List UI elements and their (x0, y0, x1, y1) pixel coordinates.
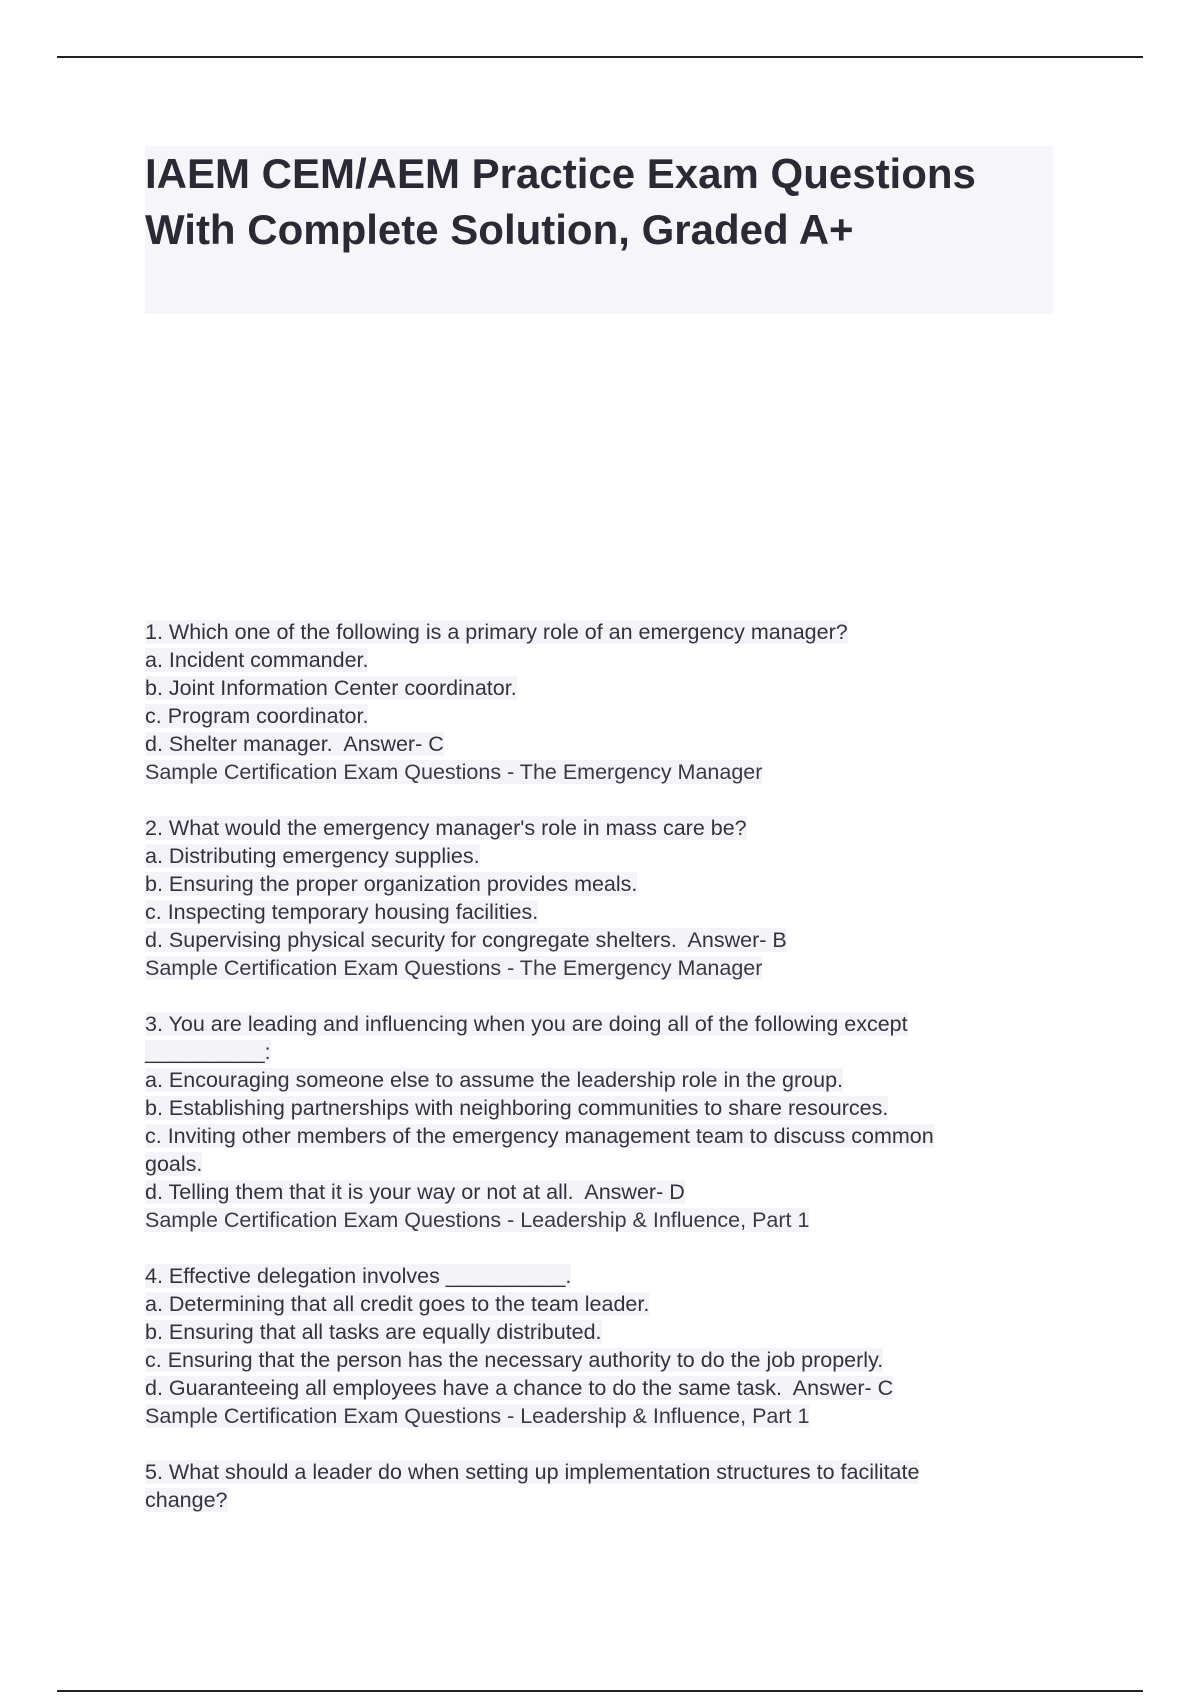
answer-option: a. Incident commander. (145, 648, 369, 672)
answer-option: b. Ensuring that all tasks are equally distributed. (145, 1320, 602, 1344)
answer-option: d. Guaranteeing all employees have a chance to do the same task. Answer- C (145, 1376, 894, 1400)
answer-option: a. Distributing emergency supplies. (145, 844, 480, 868)
question-source: Sample Certification Exam Questions - The Emergency Manager (145, 956, 763, 980)
question-4 (145, 1262, 1045, 1430)
answer-option: c. Inviting other members of the emergency management team to discuss common (145, 1124, 934, 1148)
title-block (145, 146, 1053, 314)
answer-option: c. Ensuring that the person has the necessary authority to do the job properly. (145, 1348, 884, 1372)
answer-option: a. Determining that all credit goes to the team leader. (145, 1292, 650, 1316)
question-text: 2. What would the emergency manager's role in mass care be? (145, 816, 747, 840)
question-source: Sample Certification Exam Questions - Leadership & Influence, Part 1 (145, 1208, 810, 1232)
answer-option-continued: goals. (145, 1152, 203, 1176)
question-text: 5. What should a leader do when setting up implementation structures to facilitate (145, 1460, 920, 1484)
question-5 (145, 1458, 1045, 1514)
answer-option: b. Joint Information Center coordinator. (145, 676, 517, 700)
question-text: 3. You are leading and influencing when you are doing all of the following except (145, 1012, 908, 1036)
question-2 (145, 814, 1045, 982)
question-text-continued: change? (145, 1488, 228, 1512)
answer-option: c. Program coordinator. (145, 704, 369, 728)
answer-option: c. Inspecting temporary housing facilities. (145, 900, 539, 924)
question-3 (145, 1010, 1045, 1234)
answer-option: d. Telling them that it is your way or not at all. Answer- D (145, 1180, 685, 1204)
questions-list (145, 618, 1045, 1542)
bottom-rule (57, 1690, 1143, 1692)
question-source: Sample Certification Exam Questions - Leadership & Influence, Part 1 (145, 1404, 810, 1428)
answer-option: d. Shelter manager. Answer- C (145, 732, 444, 756)
question-text: 4. Effective delegation involves __________. (145, 1264, 572, 1288)
answer-option: b. Establishing partnerships with neighboring communities to share resources. (145, 1096, 889, 1120)
answer-option: d. Supervising physical security for congregate shelters. Answer- B (145, 928, 787, 952)
question-text-continued: __________: (145, 1040, 271, 1064)
top-rule (57, 56, 1143, 58)
question-text: 1. Which one of the following is a primary role of an emergency manager? (145, 620, 848, 644)
answer-option: a. Encouraging someone else to assume the leadership role in the group. (145, 1068, 843, 1092)
question-1 (145, 618, 1045, 786)
document-title: IAEM CEM/AEM Practice Exam Questions With Complete Solution, Graded A+ (145, 150, 976, 253)
answer-option: b. Ensuring the proper organization provides meals. (145, 872, 638, 896)
question-source: Sample Certification Exam Questions - The Emergency Manager (145, 760, 763, 784)
